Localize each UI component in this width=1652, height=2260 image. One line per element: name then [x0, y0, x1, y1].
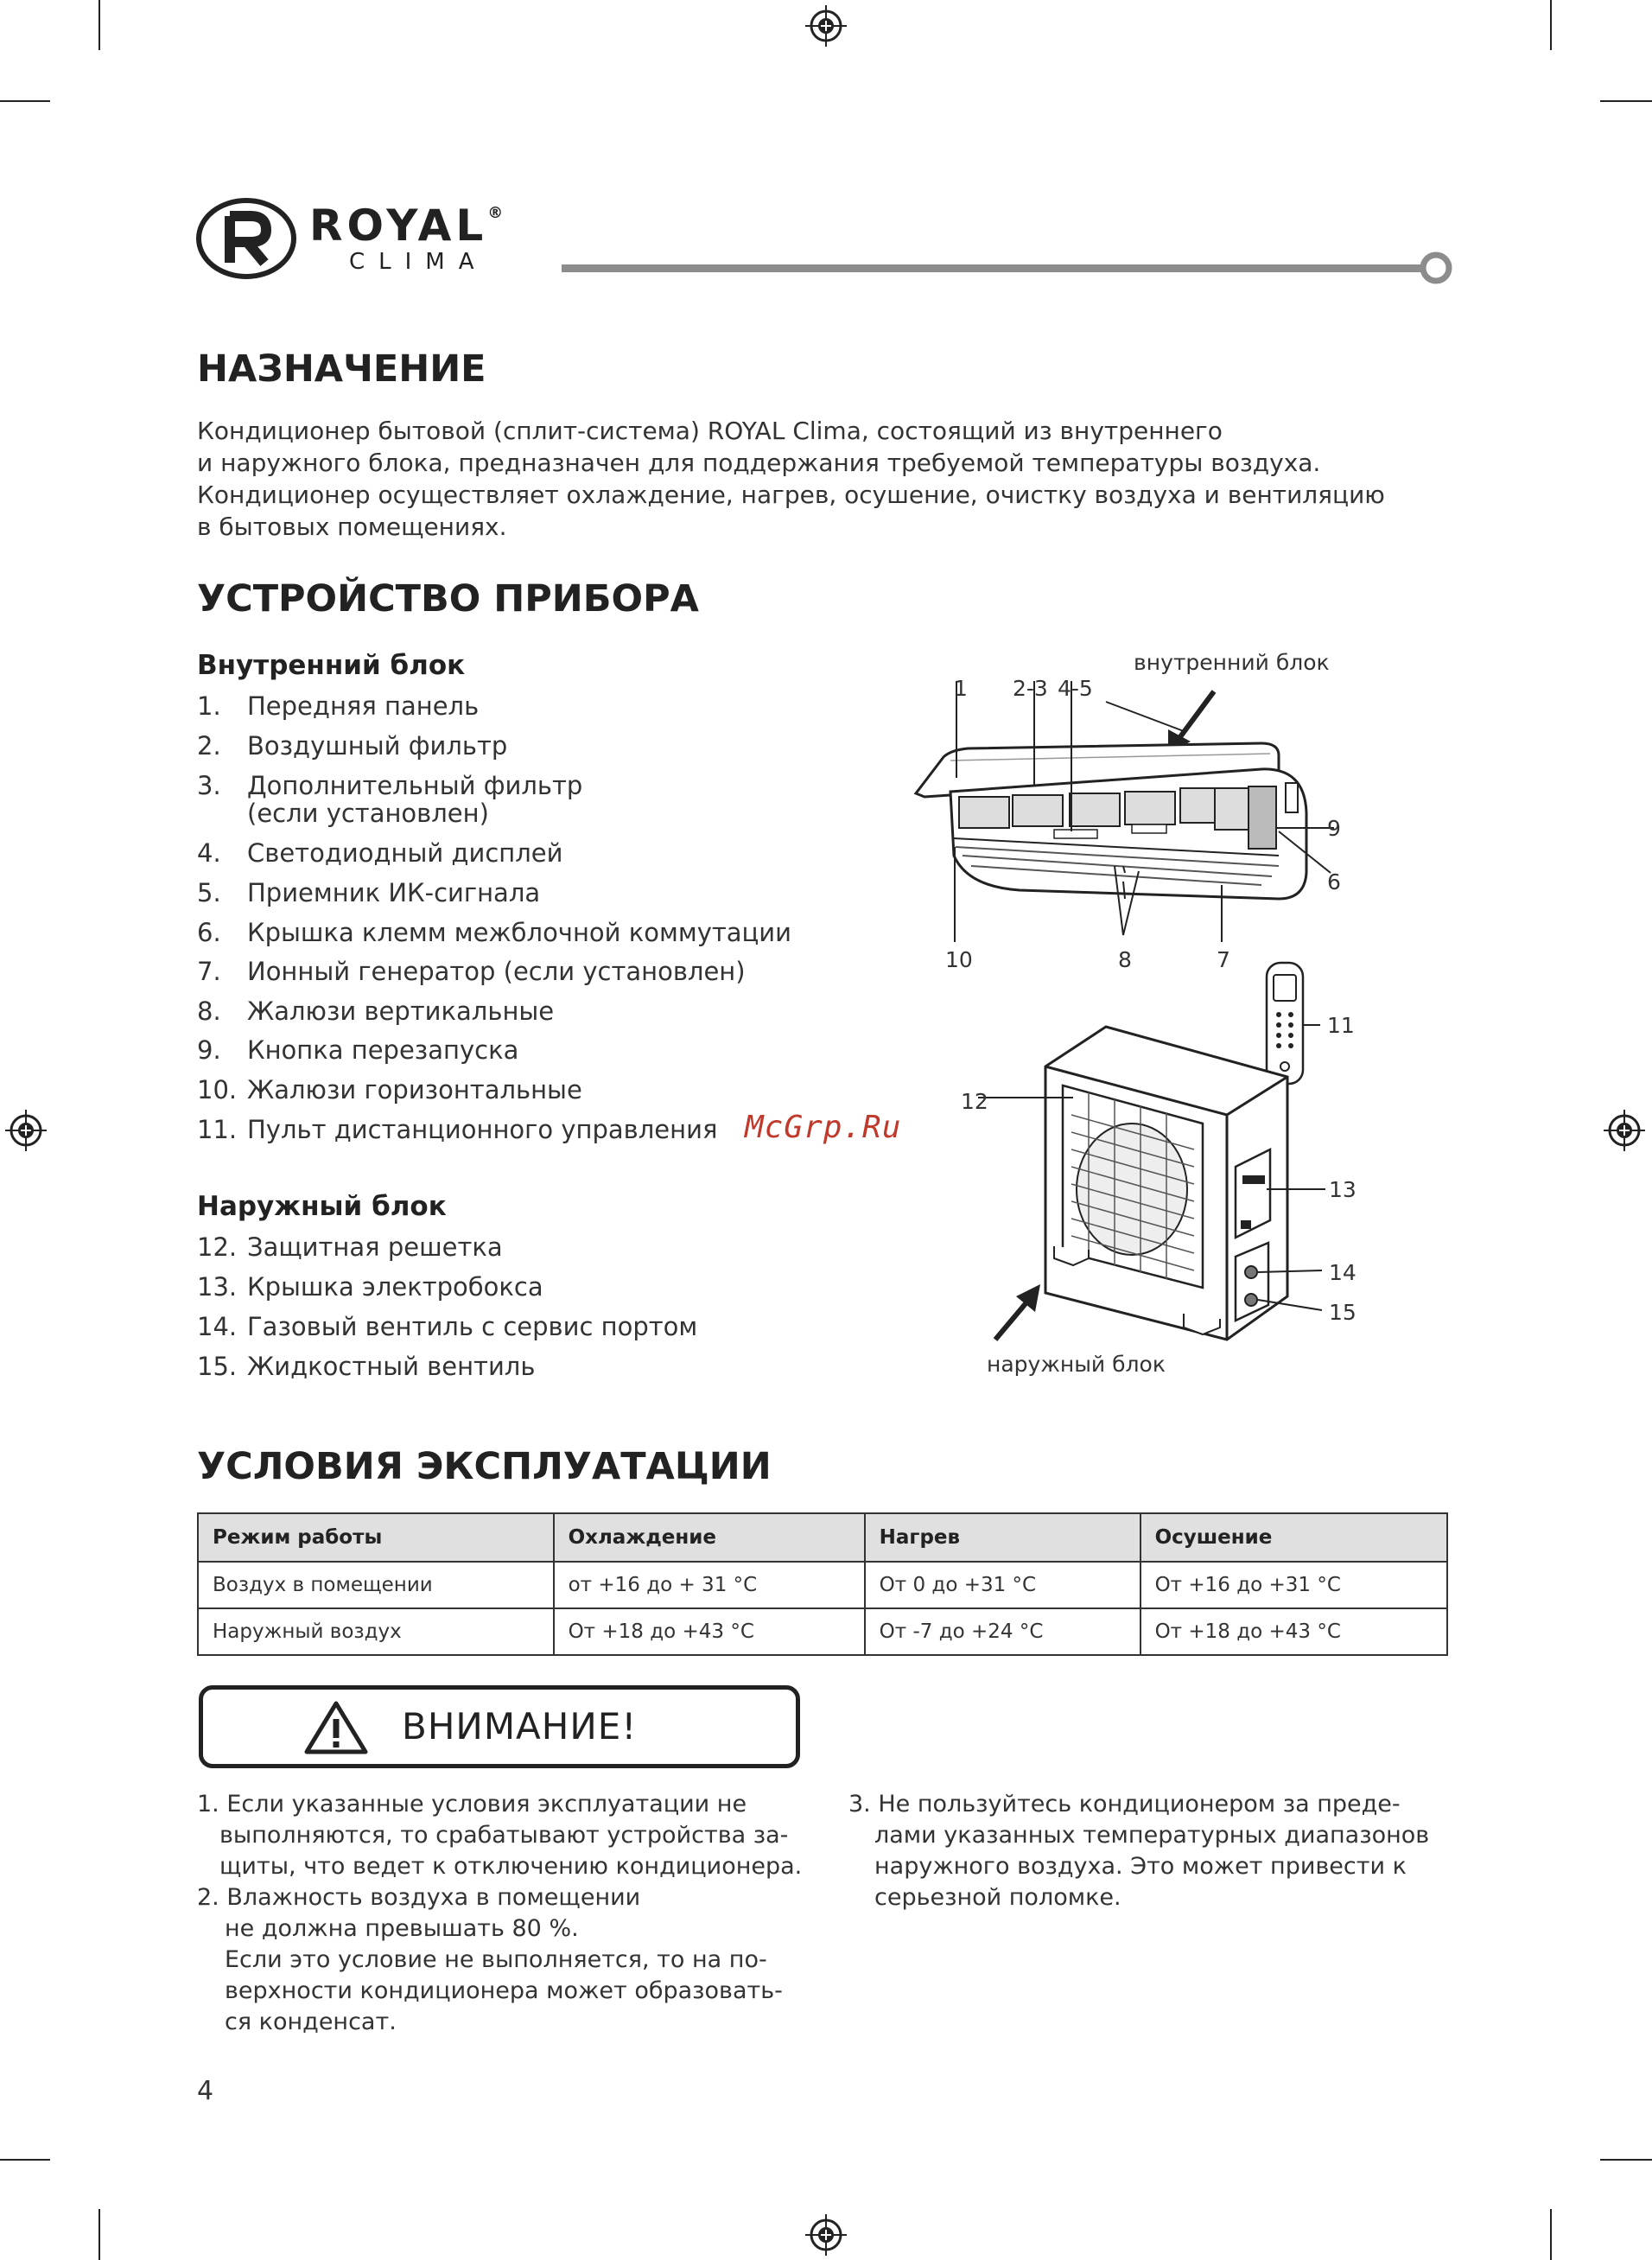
callout-label: 6 [1327, 869, 1341, 894]
crop-mark [98, 2209, 100, 2260]
crop-mark [0, 2159, 50, 2161]
text-line: не должна превышать 80 %. [225, 1915, 579, 1942]
table-cell: От 0 до +31 °С [865, 1562, 1141, 1608]
text-line: Кондиционер бытовой (сплит-система) ROYAL Clima, состоящий из внутреннего [197, 417, 1223, 445]
list-item: 2. Воздушный фильтр [197, 731, 508, 761]
crop-mark [0, 100, 50, 102]
callout-label: 8 [1118, 947, 1132, 972]
watermark: McGrp.Ru [745, 1110, 902, 1145]
list-item: 3. Дополнительный фильтр [197, 771, 583, 800]
outdoor-unit-illustration [976, 1020, 1357, 1366]
column-header: Нагрев [865, 1513, 1141, 1562]
table-cell: Наружный воздух [198, 1608, 554, 1655]
list-item: 8. Жалюзи вертикальные [197, 996, 555, 1026]
brand-wordmark: ROYAL® [309, 201, 504, 251]
list-item: 10. Жалюзи горизонтальные [197, 1075, 582, 1105]
callout-label: 11 [1327, 1013, 1355, 1038]
callout-label: 2-3 [1013, 676, 1048, 701]
text-line: Кондиционер осуществляет охлаждение, нагрев, осушение, очистку воздуха и вентиляцию [197, 481, 1385, 509]
callout-label: 13 [1329, 1177, 1357, 1202]
indoor-unit-title: Внутренний блок [197, 650, 466, 681]
table-cell: От +18 до +43 °С [554, 1608, 865, 1655]
header-rule-end-circle-icon [1419, 251, 1453, 285]
table-cell: От +16 до +31 °С [1141, 1562, 1447, 1608]
callout-label: 1 [954, 676, 968, 701]
text-line: в бытовых помещениях. [197, 512, 507, 541]
column-header: Режим работы [198, 1513, 554, 1562]
callout-label: 15 [1329, 1300, 1357, 1325]
text-line: ся конденсат. [225, 2009, 397, 2035]
list-item: 13. Крышка электробокса [197, 1272, 543, 1302]
column-header: Осушение [1141, 1513, 1447, 1562]
crop-mark [98, 0, 100, 50]
royal-clima-logo-icon [195, 197, 297, 280]
table-header-row [198, 1513, 1447, 1562]
text-line: наружного воздуха. Это может привести к [874, 1853, 1407, 1880]
list-item: 7. Ионный генератор (если установлен) [197, 957, 746, 986]
list-item: 9. Кнопка перезапуска [197, 1035, 519, 1065]
registration-mark-icon [805, 2214, 847, 2256]
list-item: 4. Светодиодный дисплей [197, 838, 563, 868]
column-header: Охлаждение [554, 1513, 865, 1562]
callout-label: 7 [1217, 947, 1230, 972]
registration-mark-icon [5, 1110, 47, 1151]
table-cell: От +18 до +43 °С [1141, 1608, 1447, 1655]
brand-subtitle: CLIMA [349, 249, 488, 275]
list-item: 5. Приемник ИК-сигнала [197, 878, 541, 907]
warning-notes-left [197, 1789, 802, 2038]
text-line: Если это условие не выполняется, то на по- [225, 1946, 767, 1973]
text-line: щиты, что ведет к отключению кондиционера. [219, 1853, 803, 1880]
list-item: 14. Газовый вентиль с сервис портом [197, 1312, 698, 1341]
registration-mark-icon [805, 5, 847, 47]
crop-mark [1600, 2159, 1652, 2161]
purpose-paragraph [197, 415, 1458, 543]
indoor-unit-diagram-label: внутренний блок [1134, 650, 1330, 675]
table-cell: Воздух в помещении [198, 1562, 554, 1608]
text-line: лами указанных температурных диапазонов [874, 1822, 1430, 1849]
callout-label: 9 [1327, 816, 1341, 841]
table-cell: от +16 до + 31 °С [554, 1562, 865, 1608]
list-item: 1. Передняя панель [197, 691, 480, 721]
text-line: серьезной поломке. [874, 1884, 1121, 1911]
text-line: 2. Влажность воздуха в помещении [197, 1884, 641, 1911]
registration-mark-icon [1604, 1110, 1645, 1151]
callout-label: 10 [945, 947, 973, 972]
warning-title: ВНИМАНИЕ! [402, 1705, 638, 1748]
text-line: 1. Если указанные условия эксплуатации не [197, 1791, 747, 1818]
list-item: 11. Пульт дистанционного управления [197, 1115, 718, 1144]
warning-notes-right [848, 1789, 1429, 1913]
list-item: 6. Крышка клемм межблочной коммутации [197, 918, 791, 947]
section-title-purpose: НАЗНАЧЕНИЕ [197, 347, 486, 391]
list-item: 15. Жидкостный вентиль [197, 1352, 536, 1381]
callout-label: 4-5 [1058, 676, 1093, 701]
section-title-device: УСТРОЙСТВО ПРИБОРА [197, 577, 699, 621]
section-title-conditions: УСЛОВИЯ ЭКСПЛУАТАЦИИ [197, 1445, 772, 1488]
crop-mark [1550, 0, 1552, 50]
table-row [198, 1562, 1447, 1608]
text-line: выполняются, то срабатывают устройства за- [219, 1822, 789, 1849]
crop-mark [1600, 100, 1652, 102]
operating-conditions-table [197, 1512, 1448, 1656]
page-number: 4 [197, 2076, 214, 2106]
table-cell: От -7 до +24 °С [865, 1608, 1141, 1655]
list-item: 12. Защитная решетка [197, 1232, 503, 1262]
text-line: верхности кондиционера может образовать- [225, 1977, 783, 2004]
callout-label: 14 [1329, 1260, 1357, 1285]
text-line: и наружного блока, предназначен для поддержания требуемой температуры воздуха. [197, 449, 1321, 477]
warning-triangle-icon [303, 1700, 369, 1755]
warning-box [199, 1685, 800, 1768]
callout-label: 12 [961, 1089, 988, 1114]
header-rule [562, 264, 1426, 272]
outdoor-unit-title: Наружный блок [197, 1191, 447, 1222]
table-row [198, 1608, 1447, 1655]
text-line: 3. Не пользуйтесь кондиционером за преде- [848, 1791, 1401, 1818]
crop-mark [1550, 2209, 1552, 2260]
outdoor-unit-diagram-label: наружный блок [987, 1352, 1166, 1377]
